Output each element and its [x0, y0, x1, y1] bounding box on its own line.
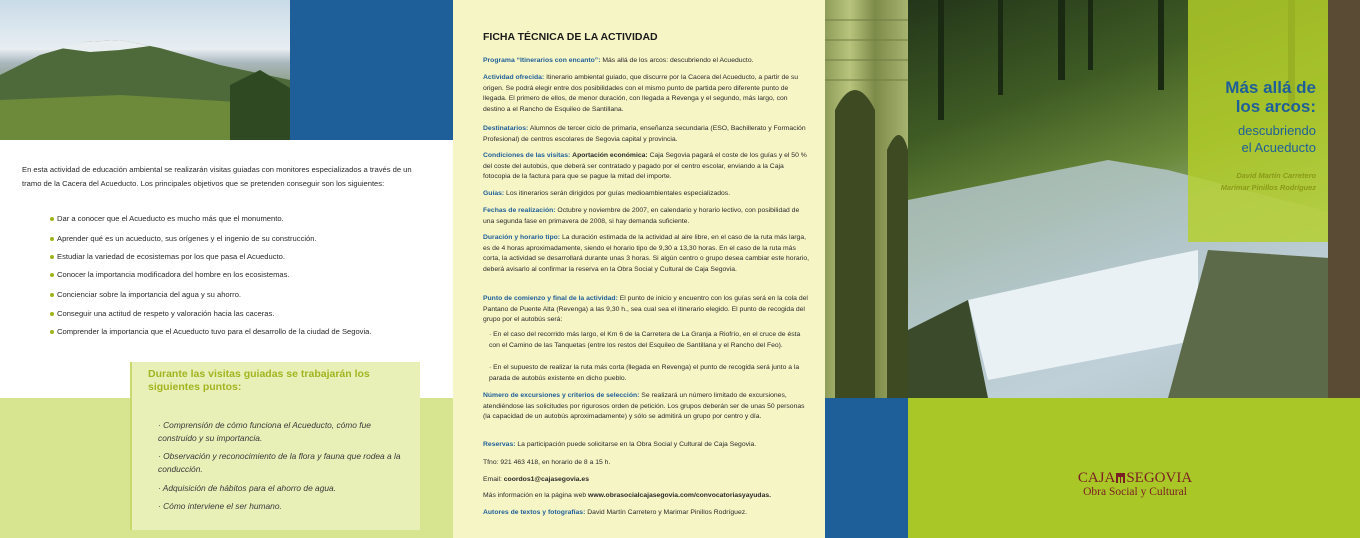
bullet-icon [50, 312, 54, 316]
point-item: · Observación y reconocimiento de la flora y fauna que rodea a la conducción. [158, 451, 401, 474]
aqueduct-logo-icon [1116, 471, 1125, 483]
point-item: · Adquisición de hábitos para el ahorro de agua. [158, 483, 337, 493]
cover-title: Más allá de los arcos: [1225, 78, 1316, 116]
lime-band-right [908, 398, 1360, 538]
points-box-title: Durante las visitas guiadas se trabajarán los siguientes puntos: [148, 368, 370, 393]
objective-item: Estudiar la variedad de ecosistemas por los que pasa el Acueducto. [50, 252, 285, 261]
blue-block [290, 0, 453, 140]
destinatarios-section: Destinatarios: Alumnos de tercer ciclo de primaria, enseñanza secundaria (ESO, Bachillerato y Formación Profesional) de centros escolares de Segovia capital y provincia. [483, 125, 806, 143]
caja-segovia-logo: CAJA SEGOVIA Obra Social y Cultural [1077, 470, 1193, 498]
blue-block-bottom [825, 398, 908, 538]
objective-item: Concienciar sobre la importancia del agua y su ahorro. [50, 290, 241, 299]
bullet-icon [50, 273, 54, 277]
aqueduct-arches [825, 0, 908, 398]
bullet-icon [50, 255, 54, 259]
bullet-icon [50, 330, 54, 334]
punto-section: Punto de comienzo y final de la actividad: El punto de inicio y encuentro con los guías será en la cola del Pantano de Puente Alta (Revenga) a las 9,30 h., sea cual sea el itinerario elegido. El punto de recogida del grupo por el autobús será: [483, 295, 808, 323]
aqueduct-photo [825, 0, 908, 398]
guias-section: Guías: Los itinerarios serán dirigidos por guías medioambientales especializados. [483, 190, 731, 197]
reservas-section: Reservas: La participación puede solicitarse en la Obra Social y Cultural de Caja Segovia. [483, 441, 757, 448]
punto-option: · En el caso del recorrido más largo, el Km 6 de la Carretera de La Granja a Riofrío, en el cruce de ésta con el Camino de las Tanquetas (entre los restos del Esquileo de Santillana y el Rancho del Feo). [489, 331, 801, 349]
condiciones-section: Condiciones de las visitas: Aportación económica: Caja Segovia pagará el coste de los guías y el 50 % del coste del autobús, que deberá ser contratado y pagado por el centro escolar, enviando a la Caja fotocopia de la factura para que se pague la mitad del importe. [483, 152, 807, 180]
mountain-photo [0, 0, 290, 140]
punto-option: · En el supuesto de realizar la ruta más corta (llegada en Revenga) el punto de recogida será junto a la parada de autobús existente en dicho pueblo. [489, 364, 800, 382]
programa-section: Programa “Itinerarios con encanto”: Más allá de los arcos: descubriendo el Acueducto. [483, 57, 754, 64]
autores-section: Autores de textos y fotografías: David Martín Carretero y Marimar Pinillos Rodríguez. [483, 509, 748, 516]
actividad-section: Actividad ofrecida: Itinerario ambiental guiado, que discurre por la Cacera del Acueducto, a partir de su origen. Se podrá elegir entre dos posibilidades con el mismo punto de partida pero diferente punto de llegada. El primero de ellos, de menor duración, con llegada a Revenga y el segundo, más largo, con destino a el Rancho de Esquileo de Santillana. [483, 74, 799, 113]
phone-text: Tfno: 921 463 418, en horario de 8 a 15 h. [483, 459, 611, 466]
cover-title-box [1188, 0, 1328, 242]
cover-authors: David Martín Carretero Marimar Pinillos Rodríguez [1220, 171, 1316, 192]
web-line: Más información en la página web www.obrasocialcajasegovia.com/convocatoriasyayudas. [483, 492, 772, 499]
bullet-icon [50, 293, 54, 297]
numero-section: Número de excursiones y criterios de selección: Se realizará un número limitado de excursiones, atendiéndose las solicitudes por rigurosos orden de petición. Los grupos deberán ser de unas 50 personas (la capacidad de un autobús aproximadamente) y sólo se admitirá un grupo por centro y día. [483, 392, 805, 420]
objective-item: Conocer la importancia modificadora del hombre en los ecosistemas. [50, 270, 290, 279]
duracion-section: Duración y horario tipo: La duración estimada de la actividad al aire libre, en el caso de la ruta más larga, es de 4 horas aproximadamente, siendo el horario tipo de 9,30 a 13,30 horas. En el caso de la ruta más corta, la actividad se desarrollará durante unas 3 horas. Si algún centro o grupo desea cambiar este horario, deberá avisarlo al confirmar la reserva en la Obra Social y Cultural de Caja Segovia. [483, 234, 810, 273]
fechas-section: Fechas de realización: Octubre y noviembre de 2007, en calendario y horario lectivo, con posibilidad de una segunda fase en primavera de 2008, si hay demanda suficiente. [483, 207, 800, 225]
objective-item: Comprender la importancia que el Acueducto tuvo para el desarrollo de la ciudad de Segovia. [50, 327, 372, 336]
bullet-icon [50, 237, 54, 241]
mountain-illustration [0, 0, 290, 140]
cover-subtitle: descubriendo el Acueducto [1237, 123, 1316, 155]
objective-item: Dar a conocer que el Acueducto es mucho más que el monumento. [50, 214, 284, 223]
point-item: · Comprensión de cómo funciona el Acueducto, cómo fue construido y su importancia. [158, 420, 371, 443]
intro-text: En esta actividad de educación ambiental se realizarán visitas guiadas con monitores especializados a través de un tramo de la Cacera del Acueducto. Los principales objetivos que se pretenden conseguir son los siguientes: [22, 165, 412, 188]
bullet-icon [50, 217, 54, 221]
email-line: Email: coordos1@cajasegovia.es [483, 476, 589, 483]
email-link[interactable]: coordos1@cajasegovia.es [503, 476, 589, 483]
right-strip [1328, 0, 1360, 398]
web-link[interactable]: www.obrasocialcajasegovia.com/convocatoriasyayudas. [588, 492, 772, 499]
sheet-title: FICHA TÉCNICA DE LA ACTIVIDAD [483, 31, 658, 43]
objective-item: Aprender qué es un acueducto, sus orígenes y el ingenio de su construcción. [50, 234, 317, 243]
objective-item: Conseguir una actitud de respeto y valoración hacia las caceras. [50, 309, 274, 318]
point-item: · Cómo interviene el ser humano. [158, 501, 282, 511]
